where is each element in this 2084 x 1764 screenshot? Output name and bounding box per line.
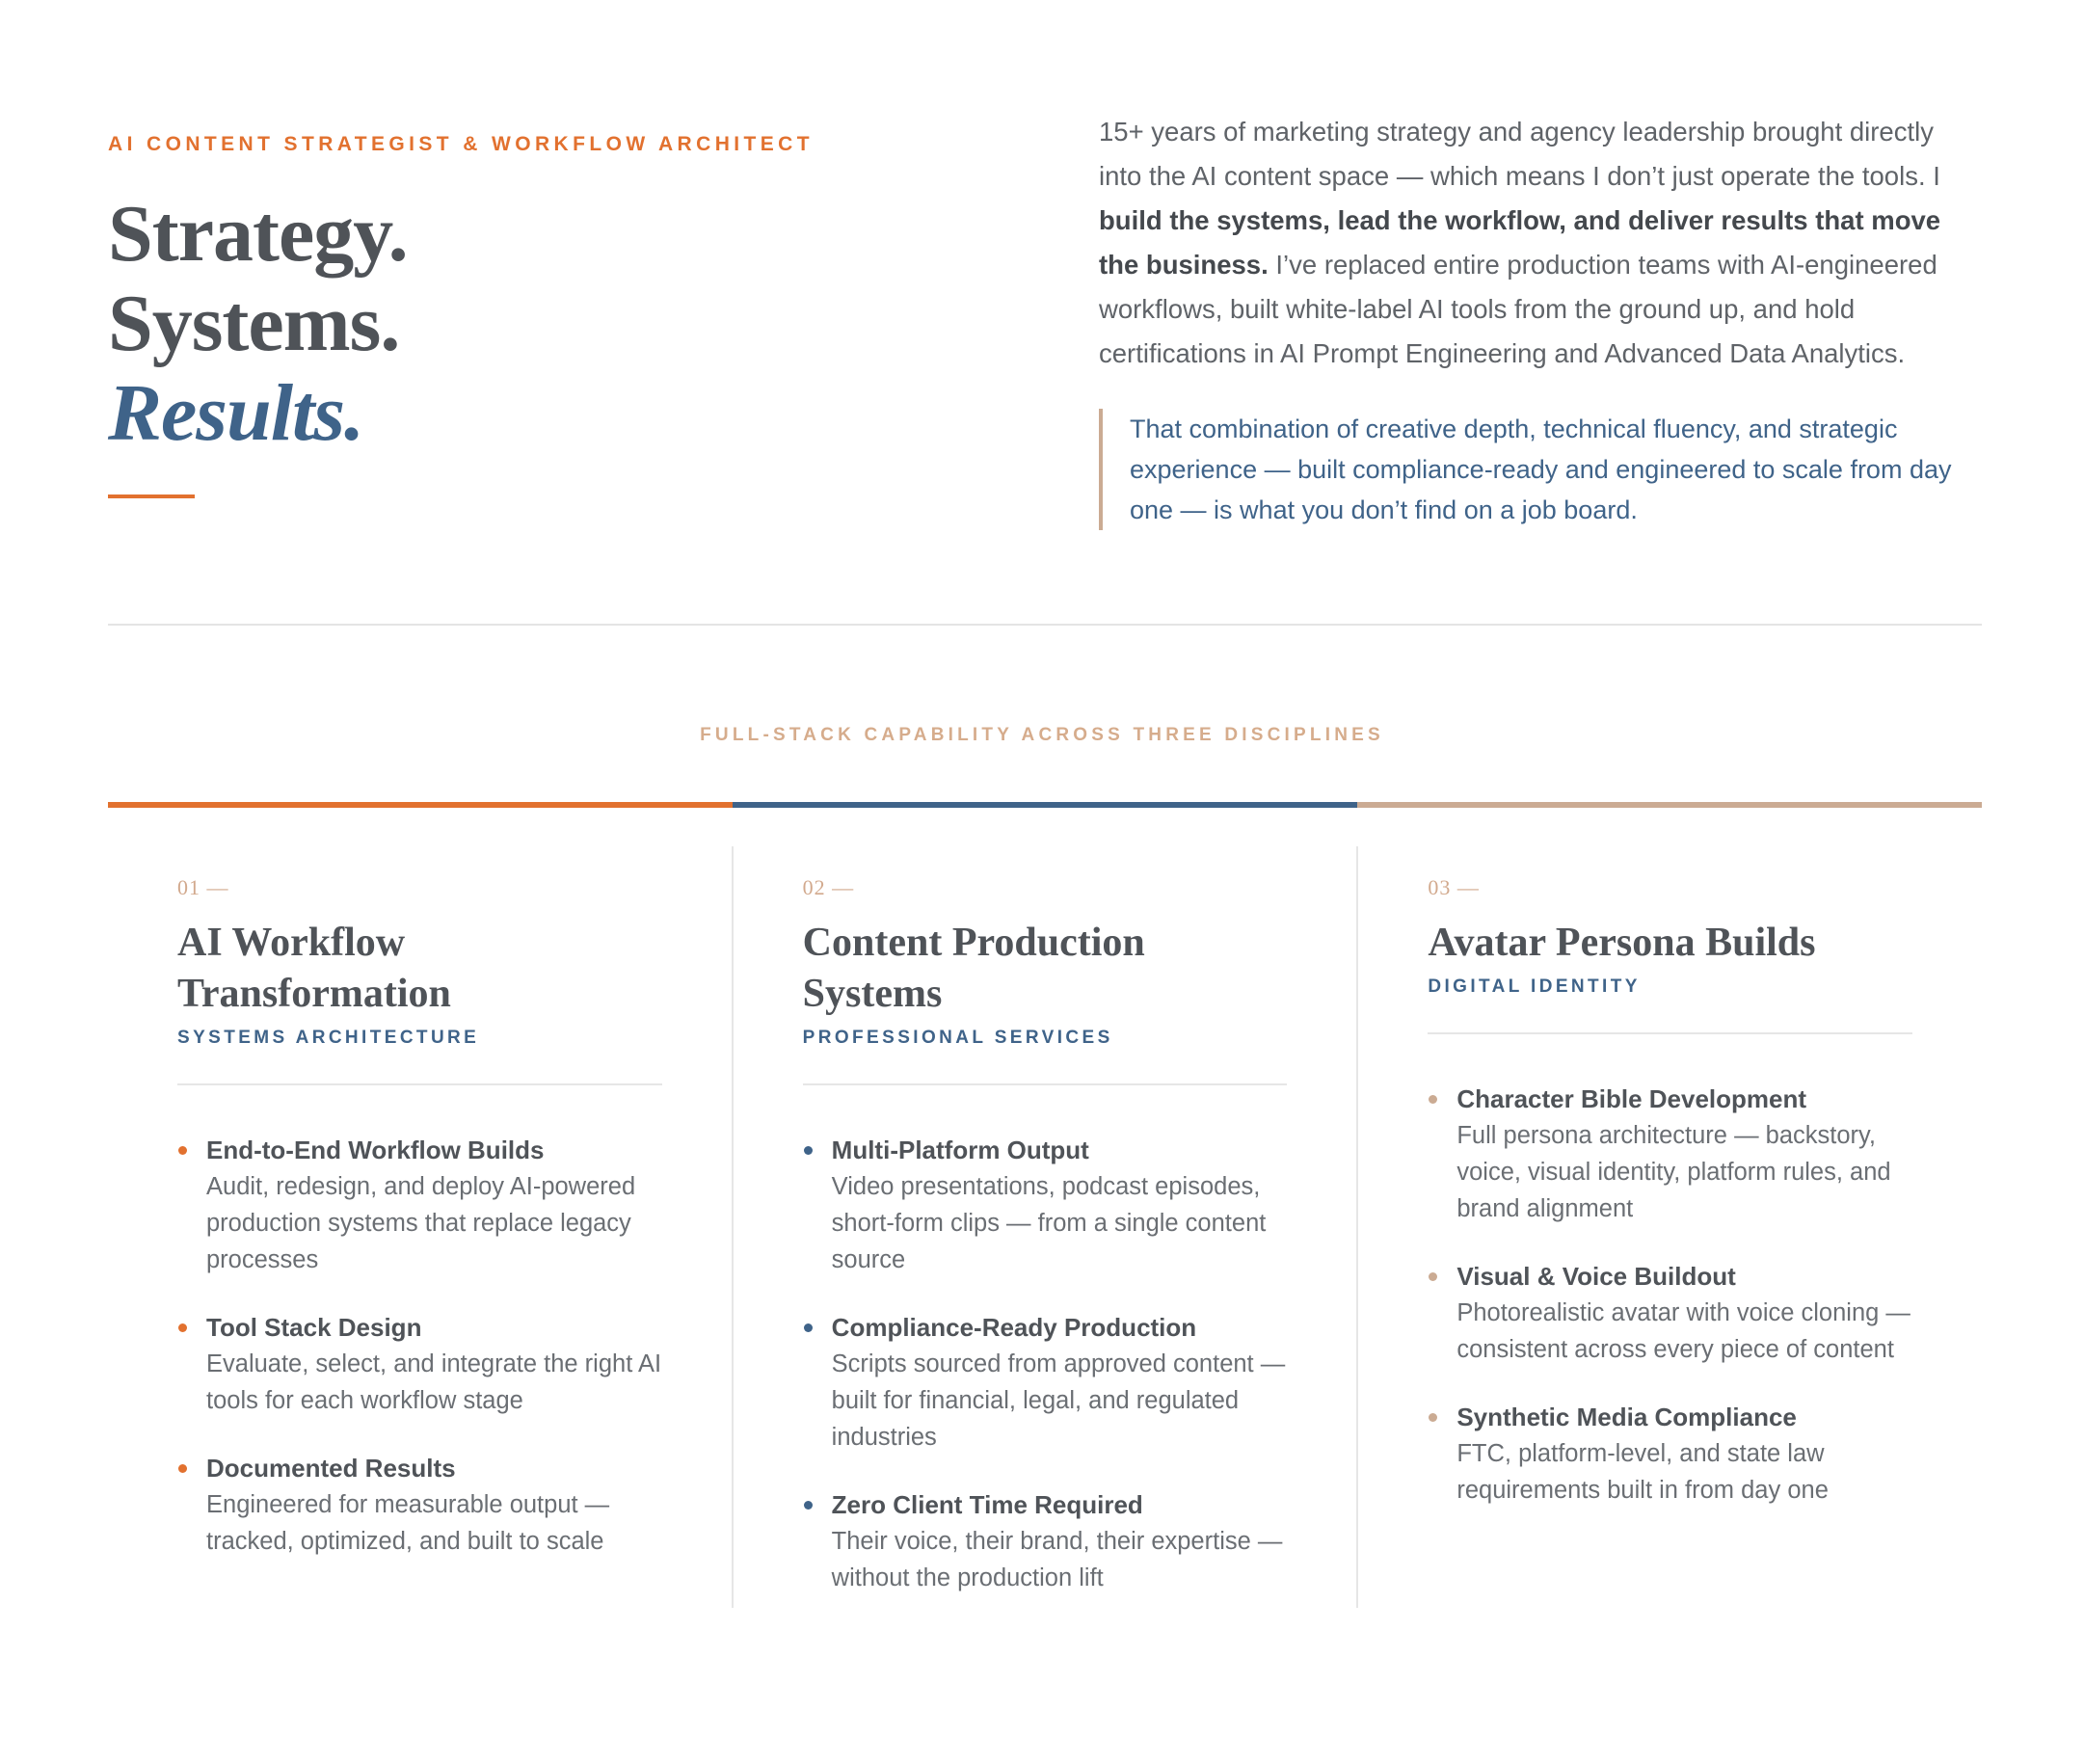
capability-item — [1428, 1399, 1912, 1509]
capability-title: Synthetic Media Compliance — [1456, 1403, 1797, 1431]
column-subtitle: PROFESSIONAL SERVICES — [802, 1028, 1113, 1048]
capability-item — [803, 1132, 1288, 1278]
column-number: 01 — — [177, 875, 229, 899]
capability-description: Video presentations, podcast episodes, short-form clips — from a single content source — [831, 1173, 1267, 1273]
headline-line-1: Strategy. — [108, 189, 408, 279]
capability-title: Tool Stack Design — [206, 1313, 422, 1342]
capability-description: FTC, platform-level, and state law requirements built in from day one — [1456, 1440, 1829, 1504]
capability-description: Engineered for measurable output — tracked, optimized, and built to scale — [206, 1491, 610, 1555]
bullet-dot-icon — [178, 1323, 187, 1332]
capability-item — [177, 1450, 662, 1560]
capability-title: Visual & Voice Buildout — [1456, 1262, 1736, 1291]
headline-line-3: Results. — [108, 368, 364, 458]
hero-eyebrow: AI CONTENT STRATEGIST & WORKFLOW ARCHITECT — [108, 133, 814, 155]
intro-text-2: I’ve replaced entire production teams with AI-engineered workflows, built white-label AI tools from the ground up, and hold certifications in AI Prompt Engineering and Advanced Data Analytics. — [1099, 250, 1937, 368]
section-divider — [108, 624, 1982, 626]
bullet-dot-icon — [1429, 1413, 1437, 1422]
color-bar-3 — [1357, 802, 1982, 808]
capability-title: End-to-End Workflow Builds — [206, 1136, 545, 1164]
column-number: 03 — — [1428, 875, 1480, 899]
bullet-dot-icon — [804, 1323, 813, 1332]
color-bar-1 — [108, 802, 733, 808]
column-rule — [803, 1083, 1288, 1085]
discipline-columns — [108, 846, 1982, 1608]
capability-description: Photorealistic avatar with voice cloning — consistent across every piece of content — [1456, 1299, 1910, 1363]
capability-list — [177, 1132, 662, 1560]
bullet-dot-icon — [1429, 1272, 1437, 1281]
discipline-column-2 — [734, 846, 1359, 1608]
column-subtitle: DIGITAL IDENTITY — [1428, 976, 1641, 997]
capability-description: Audit, redesign, and deploy AI-powered production systems that replace legacy processes — [206, 1173, 636, 1273]
discipline-column-3 — [1358, 846, 1982, 1608]
column-title: AI Workflow Transformation — [177, 921, 451, 1016]
intro-bold-text: build the systems, lead the workflow, and deliver results that move the business. — [1099, 205, 1941, 280]
hero-right — [1099, 110, 1966, 530]
bullet-dot-icon — [178, 1146, 187, 1155]
capability-item — [803, 1486, 1288, 1596]
column-rule — [177, 1083, 662, 1085]
capability-item — [177, 1309, 662, 1419]
bullet-dot-icon — [178, 1464, 187, 1473]
hero-left — [108, 133, 975, 498]
intro-paragraph — [1099, 110, 1966, 376]
headline-line-2: Systems. — [108, 279, 400, 368]
capability-item — [803, 1309, 1288, 1456]
capability-description: Full persona architecture — backstory, voice, visual identity, platform rules, and brand alignment — [1456, 1122, 1891, 1222]
column-rule — [1428, 1032, 1912, 1034]
capability-list — [1428, 1081, 1912, 1509]
intro-text-1: 15+ years of marketing strategy and agency leadership brought directly into the AI content space — which means I don’t just operate the tools. I — [1099, 117, 1940, 191]
capability-title: Compliance-Ready Production — [831, 1313, 1197, 1342]
capability-item — [1428, 1081, 1912, 1227]
bullet-dot-icon — [804, 1501, 813, 1510]
capability-title: Multi-Platform Output — [831, 1136, 1089, 1164]
disciplines-label: FULL-STACK CAPABILITY ACROSS THREE DISCIPLINES — [700, 725, 1384, 745]
pull-quote: That combination of creative depth, technical fluency, and strategic experience — built compliance-ready and engineered to scale from day one — is what you don’t find on a job board. — [1099, 409, 1966, 530]
bullet-dot-icon — [1429, 1095, 1437, 1104]
column-subtitle: SYSTEMS ARCHITECTURE — [177, 1028, 480, 1048]
discipline-column-1 — [108, 846, 734, 1608]
color-bars — [108, 802, 1982, 808]
column-number: 02 — — [802, 875, 855, 899]
capability-description: Their voice, their brand, their expertise — without the production lift — [831, 1528, 1283, 1591]
hero-accent-rule — [108, 494, 195, 498]
capability-title: Documented Results — [206, 1454, 456, 1483]
capability-list — [803, 1132, 1288, 1596]
column-title: Avatar Persona Builds — [1428, 921, 1816, 965]
color-bar-2 — [733, 802, 1357, 808]
bullet-dot-icon — [804, 1146, 813, 1155]
capability-item — [1428, 1258, 1912, 1368]
capability-description: Evaluate, select, and integrate the right AI tools for each workflow stage — [206, 1350, 662, 1414]
capability-item — [177, 1132, 662, 1278]
capability-title: Character Bible Development — [1456, 1084, 1807, 1113]
hero-headline — [108, 189, 975, 458]
column-title: Content Production Systems — [802, 921, 1145, 1016]
capability-title: Zero Client Time Required — [831, 1490, 1143, 1519]
capability-description: Scripts sourced from approved content — built for financial, legal, and regulated industries — [831, 1350, 1286, 1451]
